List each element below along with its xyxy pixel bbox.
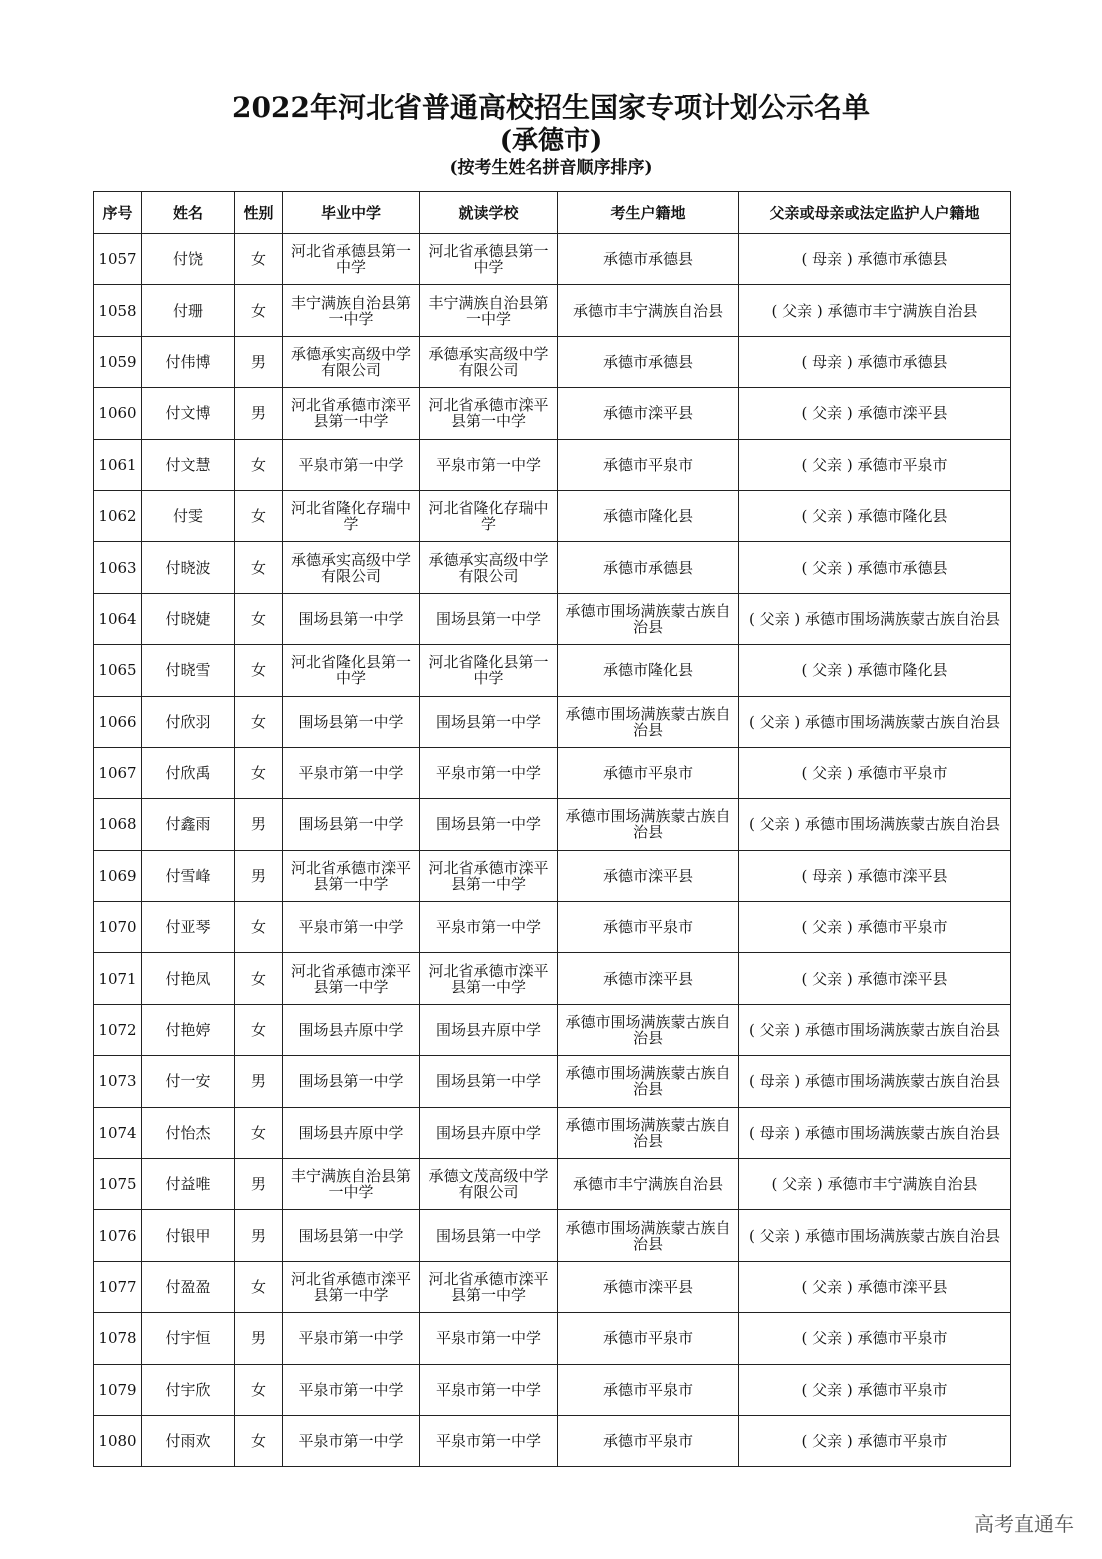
cell-graduation-school: 河北省承德市滦平县第一中学 xyxy=(283,1261,420,1312)
table-header-row xyxy=(94,192,1011,234)
cell-name: 付宇欣 xyxy=(142,1364,235,1415)
cell-household-registration: 承德市围场满族蒙古族自治县 xyxy=(558,799,739,850)
cell-household-registration: 承德市平泉市 xyxy=(558,1364,739,1415)
cell-gender: 女 xyxy=(235,696,283,747)
cell-gender: 男 xyxy=(235,1056,283,1107)
cell-gender: 女 xyxy=(235,645,283,696)
cell-guardian-registration: ( 父亲 ) 承德市滦平县 xyxy=(739,1261,1011,1312)
cell-gender: 女 xyxy=(235,1364,283,1415)
cell-name: 付文慧 xyxy=(142,439,235,490)
cell-name: 付珊 xyxy=(142,285,235,336)
header-seq: 序号 xyxy=(94,192,142,234)
header-gender: 性别 xyxy=(235,192,283,234)
header-name: 姓名 xyxy=(142,192,235,234)
cell-name: 付晓婕 xyxy=(142,593,235,644)
cell-gender: 女 xyxy=(235,234,283,285)
cell-name: 付欣禹 xyxy=(142,747,235,798)
cell-current-school: 承德承实高级中学有限公司 xyxy=(420,336,558,387)
cell-graduation-school: 河北省承德市滦平县第一中学 xyxy=(283,388,420,439)
cell-household-registration: 承德市承德县 xyxy=(558,336,739,387)
cell-name: 付一安 xyxy=(142,1056,235,1107)
cell-name: 付艳凤 xyxy=(142,953,235,1004)
cell-guardian-registration: ( 父亲 ) 承德市围场满族蒙古族自治县 xyxy=(739,593,1011,644)
cell-graduation-school: 围场县第一中学 xyxy=(283,593,420,644)
cell-graduation-school: 围场县第一中学 xyxy=(283,696,420,747)
cell-seq: 1061 xyxy=(94,439,142,490)
cell-guardian-registration: ( 父亲 ) 承德市平泉市 xyxy=(739,1313,1011,1364)
header-current-school: 就读学校 xyxy=(420,192,558,234)
cell-seq: 1074 xyxy=(94,1107,142,1158)
cell-current-school: 平泉市第一中学 xyxy=(420,1313,558,1364)
table-row xyxy=(94,645,1011,696)
cell-seq: 1078 xyxy=(94,1313,142,1364)
cell-graduation-school: 平泉市第一中学 xyxy=(283,902,420,953)
cell-gender: 男 xyxy=(235,1210,283,1261)
header-guardian-registration: 父亲或母亲或法定监护人户籍地 xyxy=(739,192,1011,234)
table-row xyxy=(94,388,1011,439)
cell-graduation-school: 平泉市第一中学 xyxy=(283,1313,420,1364)
cell-guardian-registration: ( 父亲 ) 承德市平泉市 xyxy=(739,1364,1011,1415)
cell-seq: 1059 xyxy=(94,336,142,387)
cell-name: 付鑫雨 xyxy=(142,799,235,850)
cell-graduation-school: 承德承实高级中学有限公司 xyxy=(283,336,420,387)
table-row xyxy=(94,1313,1011,1364)
cell-seq: 1060 xyxy=(94,388,142,439)
cell-guardian-registration: ( 母亲 ) 承德市滦平县 xyxy=(739,850,1011,901)
table-row xyxy=(94,1364,1011,1415)
cell-current-school: 围场县卉原中学 xyxy=(420,1004,558,1055)
cell-guardian-registration: ( 母亲 ) 承德市承德县 xyxy=(739,336,1011,387)
cell-current-school: 丰宁满族自治县第一中学 xyxy=(420,285,558,336)
cell-household-registration: 承德市围场满族蒙古族自治县 xyxy=(558,1107,739,1158)
cell-current-school: 围场县第一中学 xyxy=(420,1056,558,1107)
cell-household-registration: 承德市滦平县 xyxy=(558,850,739,901)
cell-household-registration: 承德市围场满族蒙古族自治县 xyxy=(558,696,739,747)
table-row xyxy=(94,902,1011,953)
cell-name: 付伟博 xyxy=(142,336,235,387)
table-row xyxy=(94,696,1011,747)
table-row xyxy=(94,1261,1011,1312)
cell-guardian-registration: ( 母亲 ) 承德市承德县 xyxy=(739,234,1011,285)
cell-name: 付欣羽 xyxy=(142,696,235,747)
cell-guardian-registration: ( 父亲 ) 承德市平泉市 xyxy=(739,747,1011,798)
cell-household-registration: 承德市承德县 xyxy=(558,234,739,285)
cell-household-registration: 承德市滦平县 xyxy=(558,388,739,439)
table-row xyxy=(94,234,1011,285)
cell-seq: 1063 xyxy=(94,542,142,593)
cell-current-school: 河北省隆化存瑞中学 xyxy=(420,490,558,541)
cell-current-school: 围场县第一中学 xyxy=(420,1210,558,1261)
cell-guardian-registration: ( 父亲 ) 承德市平泉市 xyxy=(739,902,1011,953)
cell-gender: 男 xyxy=(235,336,283,387)
cell-household-registration: 承德市承德县 xyxy=(558,542,739,593)
cell-name: 付益唯 xyxy=(142,1159,235,1210)
table-row xyxy=(94,1107,1011,1158)
cell-current-school: 平泉市第一中学 xyxy=(420,747,558,798)
table-row xyxy=(94,953,1011,1004)
table-row xyxy=(94,1415,1011,1466)
cell-current-school: 河北省承德县第一中学 xyxy=(420,234,558,285)
cell-name: 付晓波 xyxy=(142,542,235,593)
cell-graduation-school: 平泉市第一中学 xyxy=(283,1364,420,1415)
cell-gender: 男 xyxy=(235,1313,283,1364)
cell-guardian-registration: ( 父亲 ) 承德市滦平县 xyxy=(739,953,1011,1004)
table-row xyxy=(94,1210,1011,1261)
cell-gender: 女 xyxy=(235,953,283,1004)
cell-gender: 女 xyxy=(235,1415,283,1466)
cell-graduation-school: 丰宁满族自治县第一中学 xyxy=(283,1159,420,1210)
cell-guardian-registration: ( 父亲 ) 承德市承德县 xyxy=(739,542,1011,593)
cell-name: 付艳婷 xyxy=(142,1004,235,1055)
cell-name: 付雪峰 xyxy=(142,850,235,901)
cell-guardian-registration: ( 父亲 ) 承德市丰宁满族自治县 xyxy=(739,285,1011,336)
cell-graduation-school: 围场县第一中学 xyxy=(283,1210,420,1261)
header-household-registration: 考生户籍地 xyxy=(558,192,739,234)
cell-name: 付雨欢 xyxy=(142,1415,235,1466)
cell-household-registration: 承德市滦平县 xyxy=(558,953,739,1004)
cell-gender: 男 xyxy=(235,1159,283,1210)
cell-gender: 女 xyxy=(235,747,283,798)
cell-graduation-school: 河北省隆化存瑞中学 xyxy=(283,490,420,541)
cell-graduation-school: 平泉市第一中学 xyxy=(283,747,420,798)
cell-name: 付晓雪 xyxy=(142,645,235,696)
cell-name: 付宇恒 xyxy=(142,1313,235,1364)
cell-name: 付怡杰 xyxy=(142,1107,235,1158)
page-title: 2022年河北省普通高校招生国家专项计划公示名单 xyxy=(232,91,870,124)
cell-gender: 男 xyxy=(235,850,283,901)
watermark-text: 高考直通车 xyxy=(974,1512,1074,1536)
cell-name: 付饶 xyxy=(142,234,235,285)
cell-current-school: 平泉市第一中学 xyxy=(420,902,558,953)
cell-guardian-registration: ( 父亲 ) 承德市平泉市 xyxy=(739,439,1011,490)
table-row xyxy=(94,747,1011,798)
cell-current-school: 承德文茂高级中学有限公司 xyxy=(420,1159,558,1210)
table-row xyxy=(94,1056,1011,1107)
cell-current-school: 围场县第一中学 xyxy=(420,696,558,747)
cell-seq: 1070 xyxy=(94,902,142,953)
cell-guardian-registration: ( 母亲 ) 承德市围场满族蒙古族自治县 xyxy=(739,1056,1011,1107)
cell-current-school: 平泉市第一中学 xyxy=(420,1364,558,1415)
cell-seq: 1064 xyxy=(94,593,142,644)
cell-household-registration: 承德市围场满族蒙古族自治县 xyxy=(558,593,739,644)
cell-graduation-school: 河北省承德县第一中学 xyxy=(283,234,420,285)
cell-household-registration: 承德市平泉市 xyxy=(558,747,739,798)
table-row xyxy=(94,542,1011,593)
cell-name: 付文博 xyxy=(142,388,235,439)
cell-current-school: 承德承实高级中学有限公司 xyxy=(420,542,558,593)
cell-household-registration: 承德市平泉市 xyxy=(558,902,739,953)
cell-gender: 女 xyxy=(235,1107,283,1158)
cell-current-school: 围场县第一中学 xyxy=(420,593,558,644)
cell-guardian-registration: ( 父亲 ) 承德市围场满族蒙古族自治县 xyxy=(739,1210,1011,1261)
cell-guardian-registration: ( 父亲 ) 承德市平泉市 xyxy=(739,1415,1011,1466)
cell-current-school: 平泉市第一中学 xyxy=(420,439,558,490)
table-row xyxy=(94,799,1011,850)
cell-household-registration: 承德市围场满族蒙古族自治县 xyxy=(558,1056,739,1107)
cell-current-school: 围场县卉原中学 xyxy=(420,1107,558,1158)
cell-household-registration: 承德市丰宁满族自治县 xyxy=(558,1159,739,1210)
cell-seq: 1065 xyxy=(94,645,142,696)
cell-seq: 1058 xyxy=(94,285,142,336)
cell-seq: 1062 xyxy=(94,490,142,541)
cell-seq: 1079 xyxy=(94,1364,142,1415)
cell-current-school: 平泉市第一中学 xyxy=(420,1415,558,1466)
table-row xyxy=(94,439,1011,490)
cell-gender: 男 xyxy=(235,388,283,439)
cell-graduation-school: 河北省隆化县第一中学 xyxy=(283,645,420,696)
cell-household-registration: 承德市滦平县 xyxy=(558,1261,739,1312)
cell-gender: 女 xyxy=(235,542,283,593)
cell-graduation-school: 平泉市第一中学 xyxy=(283,439,420,490)
cell-guardian-registration: ( 父亲 ) 承德市围场满族蒙古族自治县 xyxy=(739,1004,1011,1055)
roster-table xyxy=(93,191,1011,1467)
cell-seq: 1072 xyxy=(94,1004,142,1055)
cell-household-registration: 承德市平泉市 xyxy=(558,439,739,490)
cell-graduation-school: 丰宁满族自治县第一中学 xyxy=(283,285,420,336)
cell-graduation-school: 河北省承德市滦平县第一中学 xyxy=(283,850,420,901)
cell-name: 付盈盈 xyxy=(142,1261,235,1312)
cell-guardian-registration: ( 父亲 ) 承德市丰宁满族自治县 xyxy=(739,1159,1011,1210)
cell-household-registration: 承德市围场满族蒙古族自治县 xyxy=(558,1004,739,1055)
cell-seq: 1057 xyxy=(94,234,142,285)
cell-seq: 1077 xyxy=(94,1261,142,1312)
table-row xyxy=(94,850,1011,901)
cell-guardian-registration: ( 母亲 ) 承德市围场满族蒙古族自治县 xyxy=(739,1107,1011,1158)
cell-name: 付银甲 xyxy=(142,1210,235,1261)
cell-gender: 女 xyxy=(235,490,283,541)
cell-current-school: 河北省承德市滦平县第一中学 xyxy=(420,388,558,439)
cell-seq: 1069 xyxy=(94,850,142,901)
cell-current-school: 河北省承德市滦平县第一中学 xyxy=(420,850,558,901)
cell-seq: 1080 xyxy=(94,1415,142,1466)
table-row xyxy=(94,1004,1011,1055)
cell-household-registration: 承德市丰宁满族自治县 xyxy=(558,285,739,336)
cell-guardian-registration: ( 父亲 ) 承德市滦平县 xyxy=(739,388,1011,439)
cell-graduation-school: 平泉市第一中学 xyxy=(283,1415,420,1466)
cell-current-school: 河北省承德市滦平县第一中学 xyxy=(420,1261,558,1312)
cell-seq: 1066 xyxy=(94,696,142,747)
cell-seq: 1076 xyxy=(94,1210,142,1261)
cell-household-registration: 承德市隆化县 xyxy=(558,490,739,541)
cell-graduation-school: 承德承实高级中学有限公司 xyxy=(283,542,420,593)
page-subtitle-city: (承德市) xyxy=(499,126,603,156)
cell-graduation-school: 围场县第一中学 xyxy=(283,1056,420,1107)
cell-guardian-registration: ( 父亲 ) 承德市隆化县 xyxy=(739,645,1011,696)
cell-guardian-registration: ( 父亲 ) 承德市围场满族蒙古族自治县 xyxy=(739,799,1011,850)
cell-gender: 女 xyxy=(235,1004,283,1055)
cell-household-registration: 承德市围场满族蒙古族自治县 xyxy=(558,1210,739,1261)
cell-graduation-school: 围场县卉原中学 xyxy=(283,1004,420,1055)
cell-gender: 女 xyxy=(235,439,283,490)
table-row xyxy=(94,593,1011,644)
cell-guardian-registration: ( 父亲 ) 承德市围场满族蒙古族自治县 xyxy=(739,696,1011,747)
table-row xyxy=(94,490,1011,541)
header-graduation-school: 毕业中学 xyxy=(283,192,420,234)
cell-graduation-school: 围场县第一中学 xyxy=(283,799,420,850)
table-row xyxy=(94,1159,1011,1210)
cell-household-registration: 承德市平泉市 xyxy=(558,1415,739,1466)
cell-seq: 1075 xyxy=(94,1159,142,1210)
page-subtitle-sort-note: (按考生姓名拼音顺序排序) xyxy=(449,158,653,178)
cell-seq: 1073 xyxy=(94,1056,142,1107)
cell-gender: 女 xyxy=(235,1261,283,1312)
cell-name: 付雯 xyxy=(142,490,235,541)
cell-seq: 1067 xyxy=(94,747,142,798)
cell-household-registration: 承德市平泉市 xyxy=(558,1313,739,1364)
cell-current-school: 河北省承德市滦平县第一中学 xyxy=(420,953,558,1004)
cell-current-school: 围场县第一中学 xyxy=(420,799,558,850)
cell-gender: 女 xyxy=(235,285,283,336)
cell-guardian-registration: ( 父亲 ) 承德市隆化县 xyxy=(739,490,1011,541)
cell-seq: 1068 xyxy=(94,799,142,850)
cell-name: 付亚琴 xyxy=(142,902,235,953)
table-row xyxy=(94,285,1011,336)
cell-graduation-school: 河北省承德市滦平县第一中学 xyxy=(283,953,420,1004)
cell-graduation-school: 围场县卉原中学 xyxy=(283,1107,420,1158)
table-row xyxy=(94,336,1011,387)
cell-gender: 女 xyxy=(235,593,283,644)
cell-current-school: 河北省隆化县第一中学 xyxy=(420,645,558,696)
cell-gender: 男 xyxy=(235,799,283,850)
cell-seq: 1071 xyxy=(94,953,142,1004)
cell-household-registration: 承德市隆化县 xyxy=(558,645,739,696)
cell-gender: 女 xyxy=(235,902,283,953)
